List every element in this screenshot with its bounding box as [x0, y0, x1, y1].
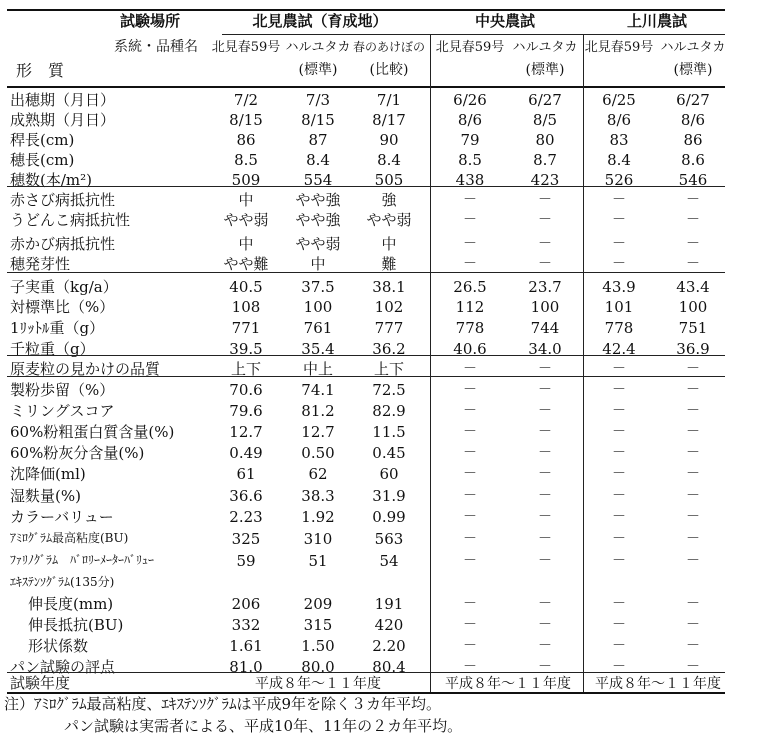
cell-value: －	[538, 236, 552, 252]
cell-value: 34.0	[528, 340, 562, 358]
cell-value: －	[612, 256, 626, 272]
cell-value: 90	[379, 131, 399, 149]
row-divider	[7, 376, 725, 377]
cell-value: 40.6	[453, 340, 487, 358]
cell-value: 761	[303, 319, 333, 337]
cell-value: －	[538, 488, 552, 504]
cell-value: 778	[604, 319, 634, 337]
cell-value: 31.9	[372, 487, 406, 505]
cell-value: －	[686, 617, 700, 633]
cell-value: －	[686, 403, 700, 419]
variety-note: (比較)	[369, 62, 409, 78]
cell-value: －	[612, 617, 626, 633]
cell-value: 332	[231, 616, 261, 634]
cell-value: 6/27	[528, 91, 562, 109]
cell-value: －	[686, 466, 700, 482]
cell-value: 509	[231, 171, 261, 189]
cell-value: 26.5	[453, 278, 487, 296]
cell-value: 0.50	[301, 444, 335, 462]
cell-value: やや強	[295, 191, 341, 209]
cell-value: 0.45	[372, 444, 406, 462]
cell-value: 79	[460, 131, 480, 149]
row-label: ｴｷｽﾃﾝｿｸﾞﾗﾑ(135分)	[10, 575, 115, 589]
cell-value: －	[612, 466, 626, 482]
cell-value: －	[463, 382, 477, 398]
cell-value: 38.1	[372, 278, 406, 296]
cell-value: －	[686, 553, 700, 569]
cell-value: 563	[374, 530, 404, 548]
cell-value: 62	[308, 465, 328, 483]
row-label: 沈降価(ml)	[10, 465, 86, 483]
cell-value: －	[612, 659, 626, 675]
row-label: 製粉歩留（%）	[10, 381, 115, 399]
cell-value: －	[538, 617, 552, 633]
cell-value: 中上	[302, 360, 334, 378]
cell-value: 6/27	[676, 91, 710, 109]
variety-name: 北見春59号	[584, 40, 654, 55]
cell-value: 8.5	[234, 151, 258, 169]
cell-value: －	[612, 424, 626, 440]
cell-value: 80	[535, 131, 555, 149]
cell-value: 60	[379, 465, 399, 483]
cell-value: 7/1	[376, 91, 402, 109]
cell-value: 8/15	[229, 111, 263, 129]
cell-value: 191	[374, 595, 404, 613]
years-cell: 平成８年～１１年度	[595, 676, 721, 692]
cell-value: －	[538, 596, 552, 612]
cell-value: 強	[381, 191, 397, 209]
cell-value: －	[463, 638, 477, 654]
cell-value: 1.50	[301, 637, 335, 655]
cell-value: 8.6	[681, 151, 705, 169]
top-rule	[7, 9, 725, 11]
cell-value: －	[686, 445, 700, 461]
cell-value: －	[612, 382, 626, 398]
cell-value: 74.1	[301, 381, 335, 399]
row-label: 穂発芽性	[10, 255, 71, 273]
site-header-label: 試験場所	[120, 12, 181, 30]
cell-value: 2.23	[229, 508, 263, 526]
row-divider	[7, 272, 725, 273]
cell-value: －	[538, 403, 552, 419]
cell-value: 505	[374, 171, 404, 189]
row-label: 千粒重（g）	[10, 340, 95, 358]
cell-value: －	[463, 531, 477, 547]
cell-value: 751	[678, 319, 708, 337]
cell-value: 206	[231, 595, 261, 613]
cell-value: －	[463, 445, 477, 461]
cell-value: －	[538, 638, 552, 654]
cell-value: －	[686, 638, 700, 654]
row-label: ミリングスコア	[10, 402, 115, 420]
cell-value: 8/5	[532, 111, 558, 129]
row-label: 60%粉粗蛋白質含量(%)	[10, 423, 175, 441]
cell-value: 上下	[373, 360, 405, 378]
cell-value: 744	[530, 319, 560, 337]
cell-value: 40.5	[229, 278, 263, 296]
row-label: 穂長(cm)	[10, 151, 75, 169]
cell-value: －	[612, 509, 626, 525]
cell-value: －	[612, 445, 626, 461]
row-label: 原麦粒の見かけの品質	[10, 360, 161, 378]
cell-value: －	[463, 488, 477, 504]
cell-value: 8/6	[457, 111, 483, 129]
cell-value: 難	[381, 255, 397, 273]
cell-value: 23.7	[528, 278, 562, 296]
cell-value: －	[612, 236, 626, 252]
row-label: 1ﾘｯﾄﾙ重（g）	[10, 319, 105, 337]
cell-value: －	[686, 659, 700, 675]
cell-value: 100	[303, 298, 333, 316]
cell-value: －	[463, 212, 477, 228]
cell-value: 70.6	[229, 381, 263, 399]
cell-value: －	[463, 617, 477, 633]
cell-value: －	[686, 212, 700, 228]
cell-value: 80.0	[301, 658, 335, 676]
cell-value: 11.5	[372, 423, 406, 441]
cell-value: －	[686, 509, 700, 525]
cell-value: 778	[455, 319, 485, 337]
site-name: 上川農試	[626, 12, 688, 30]
cell-value: －	[686, 361, 700, 377]
cell-value: 1.61	[229, 637, 263, 655]
cell-value: 中	[310, 255, 326, 273]
cell-value: －	[538, 382, 552, 398]
cell-value: 51	[308, 552, 328, 570]
cell-value: －	[538, 445, 552, 461]
cell-value: －	[463, 192, 477, 208]
cell-value: 100	[678, 298, 708, 316]
cell-value: －	[463, 659, 477, 675]
cell-value: 38.3	[301, 487, 335, 505]
cell-value: 546	[678, 171, 708, 189]
cell-value: －	[612, 212, 626, 228]
cell-value: 54	[379, 552, 399, 570]
cell-value: 8/15	[301, 111, 335, 129]
row-label: ﾌｧﾘﾉｸﾞﾗﾑ ﾊﾞﾛﾘｰﾒｰﾀｰﾊﾞﾘｭｰ	[10, 553, 155, 567]
cell-value: －	[463, 361, 477, 377]
row-label: 赤さび病抵抗性	[10, 191, 116, 209]
cell-value: －	[686, 488, 700, 504]
cell-value: －	[612, 553, 626, 569]
cell-value: －	[612, 531, 626, 547]
cell-value: 81.2	[301, 402, 335, 420]
cell-value: －	[612, 638, 626, 654]
variety-header-label: 系統・品種名	[114, 39, 198, 55]
cell-value: 423	[530, 171, 560, 189]
cell-value: －	[686, 382, 700, 398]
cell-value: 102	[374, 298, 404, 316]
cell-value: やや弱	[295, 235, 341, 253]
variety-name: 北見春59号	[435, 40, 505, 55]
cell-value: 7/3	[305, 91, 331, 109]
variety-name: 春のあけぼの	[352, 40, 426, 54]
row-label: 成熟期（月日）	[10, 111, 116, 129]
site-name: 中央農試	[474, 12, 536, 30]
site-name: 北見農試（育成地）	[252, 12, 388, 30]
cell-value: 35.4	[301, 340, 335, 358]
note-line: パン試験は実需者による、平成10年、11年の２カ年平均。	[64, 717, 463, 735]
cell-value: 438	[455, 171, 485, 189]
row-label: パン試験の評点	[10, 658, 116, 676]
cell-value: 37.5	[301, 278, 335, 296]
cell-value: －	[463, 553, 477, 569]
cell-value: －	[686, 192, 700, 208]
cell-value: 554	[303, 171, 333, 189]
cell-value: －	[463, 466, 477, 482]
row-label: 赤かび病抵抗性	[10, 235, 116, 253]
cell-value: 42.4	[602, 340, 636, 358]
cell-value: －	[686, 531, 700, 547]
variety-name: 北見春59号	[211, 40, 281, 55]
cell-value: －	[538, 361, 552, 377]
cell-value: 12.7	[301, 423, 335, 441]
cell-value: 771	[231, 319, 261, 337]
cell-value: やや弱	[223, 211, 269, 229]
cell-value: 81.0	[229, 658, 263, 676]
cell-value: 8.7	[533, 151, 557, 169]
cell-value: 39.5	[229, 340, 263, 358]
row-label: うどんこ病抵抗性	[10, 211, 131, 229]
row-label: 湿麩量(%)	[10, 487, 81, 505]
cell-value: －	[612, 596, 626, 612]
cell-value: 420	[374, 616, 404, 634]
cell-value: 中	[381, 235, 397, 253]
site-divider	[430, 34, 431, 692]
row-label: ｱﾐﾛｸﾞﾗﾑ最高粘度(BU)	[10, 531, 129, 545]
cell-value: 8/6	[680, 111, 706, 129]
cell-value: －	[538, 192, 552, 208]
cell-value: －	[612, 403, 626, 419]
row-label: カラーバリュー	[10, 508, 114, 526]
cell-value: －	[538, 466, 552, 482]
cell-value: －	[463, 256, 477, 272]
cell-value: 59	[236, 552, 256, 570]
cell-value: －	[538, 212, 552, 228]
cell-value: 1.92	[301, 508, 335, 526]
trait-header-label: 形 質	[16, 61, 65, 80]
cell-value: －	[538, 424, 552, 440]
bottom-rule	[7, 692, 725, 694]
cell-value: －	[686, 596, 700, 612]
cell-value: やや難	[223, 255, 269, 273]
cell-value: 777	[374, 319, 404, 337]
row-label: 伸長度(mm)	[28, 595, 114, 613]
cell-value: やや弱	[366, 211, 412, 229]
cell-value: 8/17	[372, 111, 406, 129]
row-label: 対標準比（%）	[10, 298, 115, 316]
cell-value: 112	[455, 298, 485, 316]
cell-value: 8.4	[607, 151, 631, 169]
cell-value: －	[686, 424, 700, 440]
variety-note: (標準)	[298, 62, 338, 78]
cell-value: やや強	[295, 211, 341, 229]
cell-value: 87	[308, 131, 328, 149]
cell-value: 7/2	[233, 91, 259, 109]
cell-value: －	[538, 531, 552, 547]
cell-value: －	[612, 192, 626, 208]
cell-value: 100	[530, 298, 560, 316]
row-divider	[7, 355, 725, 356]
cell-value: 83	[609, 131, 629, 149]
cell-value: －	[538, 659, 552, 675]
cell-value: 310	[303, 530, 333, 548]
variety-name: ハルユタカ	[512, 40, 578, 55]
cell-value: 101	[604, 298, 634, 316]
cell-value: －	[463, 236, 477, 252]
years-row-label: 試験年度	[10, 674, 71, 692]
variety-name: ハルユタカ	[285, 40, 351, 55]
cell-value: 0.99	[372, 508, 406, 526]
row-label: 子実重（kg/a）	[10, 278, 118, 296]
cell-value: 8.5	[458, 151, 482, 169]
cell-value: 79.6	[229, 402, 263, 420]
site-divider	[583, 34, 584, 692]
cell-value: －	[612, 488, 626, 504]
cell-value: 8.4	[377, 151, 401, 169]
row-label: 形状係数	[28, 637, 89, 655]
cell-value: －	[538, 256, 552, 272]
cell-value: －	[612, 361, 626, 377]
cell-value: 86	[683, 131, 703, 149]
cell-value: －	[463, 424, 477, 440]
cell-value: 中	[238, 235, 254, 253]
cell-value: 209	[303, 595, 333, 613]
variety-name: ハルユタカ	[660, 40, 726, 55]
cell-value: 36.9	[676, 340, 710, 358]
header-rule	[7, 86, 725, 88]
cell-value: 61	[236, 465, 256, 483]
cell-value: －	[463, 403, 477, 419]
years-cell: 平成８年～１１年度	[255, 676, 381, 692]
cell-value: 6/25	[602, 91, 636, 109]
cell-value: 上下	[230, 360, 262, 378]
cell-value: 6/26	[453, 91, 487, 109]
years-cell: 平成８年～１１年度	[445, 676, 571, 692]
row-divider	[7, 672, 725, 673]
row-label: 60%粉灰分含量(%)	[10, 444, 145, 462]
cell-value: 325	[231, 530, 261, 548]
cell-value: 72.5	[372, 381, 406, 399]
cell-value: －	[538, 509, 552, 525]
cell-value: 36.2	[372, 340, 406, 358]
site-underline	[222, 34, 725, 35]
variety-note: (標準)	[673, 62, 713, 78]
cell-value: －	[686, 256, 700, 272]
cell-value: 2.20	[372, 637, 406, 655]
cell-value: －	[686, 236, 700, 252]
cell-value: 8/6	[606, 111, 632, 129]
cell-value: 12.7	[229, 423, 263, 441]
row-label: 出穂期（月日）	[10, 91, 116, 109]
cell-value: 315	[303, 616, 333, 634]
row-label: 穂数(本/m²)	[10, 171, 92, 189]
cell-value: 36.6	[229, 487, 263, 505]
cell-value: 526	[604, 171, 634, 189]
cell-value: 86	[236, 131, 256, 149]
row-label: 伸長抵抗(BU)	[28, 616, 124, 634]
cell-value: 43.9	[602, 278, 636, 296]
cell-value: －	[463, 596, 477, 612]
cell-value: －	[463, 509, 477, 525]
cell-value: 43.4	[676, 278, 710, 296]
row-label: 稈長(cm)	[10, 131, 75, 149]
cell-value: 8.4	[306, 151, 330, 169]
cell-value: 108	[231, 298, 261, 316]
cell-value: －	[538, 553, 552, 569]
variety-note: (標準)	[525, 62, 565, 78]
cell-value: 82.9	[372, 402, 406, 420]
row-divider	[7, 186, 725, 187]
cell-value: 中	[238, 191, 254, 209]
cell-value: 80.4	[372, 658, 406, 676]
note-line: 注）ｱﾐﾛｸﾞﾗﾑ最高粘度、ｴｷｽﾃﾝｿｸﾞﾗﾑは平成9年を除く３カ年平均。	[4, 695, 442, 713]
cell-value: 0.49	[229, 444, 263, 462]
